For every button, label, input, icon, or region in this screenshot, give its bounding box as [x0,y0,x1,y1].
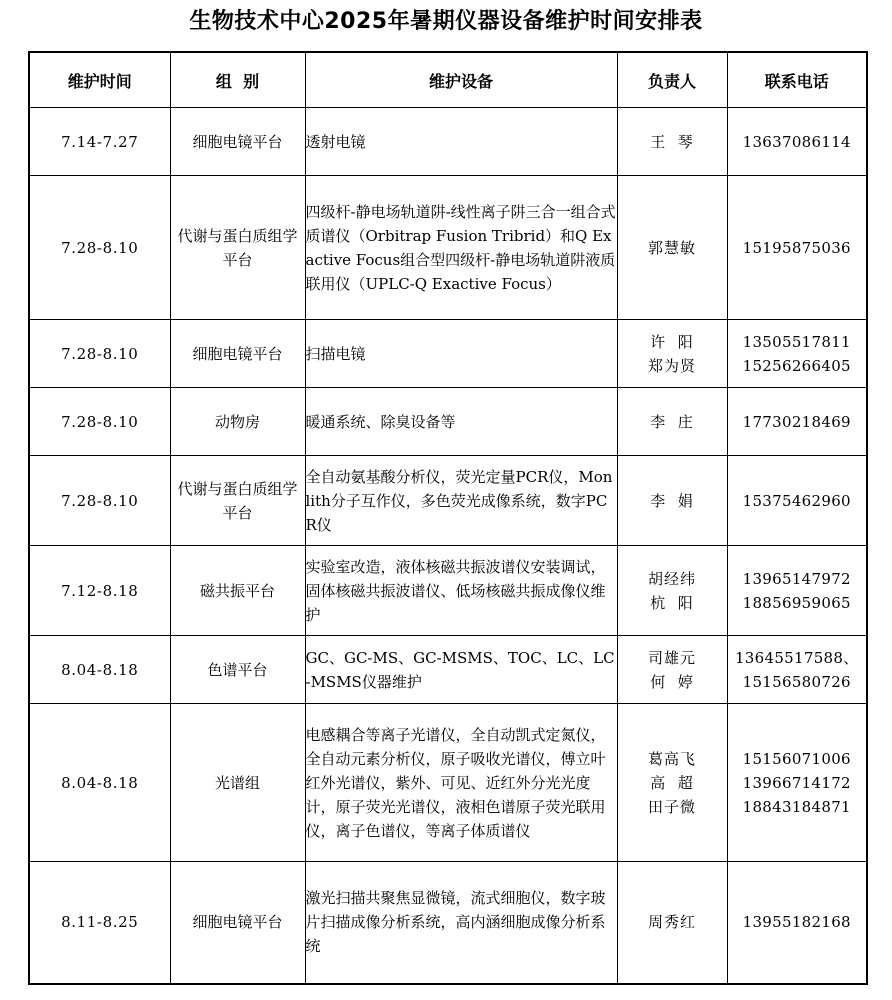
person-name: 王 琴 [650,132,694,151]
cell-contact-phone [727,108,867,176]
person-name: 杭 阳 [650,593,694,612]
cell-maintenance-time: 8.04-8.18 [29,704,170,862]
cell-group: 色谱平台 [170,636,305,704]
phone-number: 17730218469 [742,412,851,431]
table-row [29,862,867,984]
cell-group: 细胞电镜平台 [170,320,305,388]
phone-number: 15156580726 [742,672,851,691]
phone-number: 15156071006 [742,749,851,768]
cell-maintenance-time: 7.14-7.27 [29,108,170,176]
table-row [29,176,867,320]
header-equipment: 维护设备 [305,52,617,108]
cell-person-in-charge [617,546,727,636]
person-name: 葛高飞 [647,749,696,768]
person-name: 许 阳 [650,332,694,351]
cell-person-in-charge [617,456,727,546]
cell-equipment: 电感耦合等离子光谱仪，全自动凯式定氮仪，全自动元素分析仪，原子吸收光谱仪，傅立叶红外光谱仪，紫外、可见、近红外分光光度计，原子荧光光谱仪，液相色谱原子荧光联用仪，离子色谱仪，等离子体质谱仪 [305,704,617,862]
phone-number: 13955182168 [742,913,851,932]
header-person-in-charge: 负责人 [617,52,727,108]
cell-contact-phone [727,862,867,984]
cell-group: 细胞电镜平台 [170,862,305,984]
cell-equipment: 激光扫描共聚焦显微镜，流式细胞仪，数字玻片扫描成像分析系统，高内涵细胞成像分析系统 [305,862,617,984]
phone-number: 15375462960 [742,491,851,510]
cell-equipment: 实验室改造，液体核磁共振波谱仪安装调试，固体核磁共振波谱仪、低场核磁共振成像仪维护 [305,546,617,636]
cell-maintenance-time: 7.28-8.10 [29,456,170,546]
person-name: 何 婷 [650,672,694,691]
header-contact-phone: 联系电话 [727,52,867,108]
table-row [29,546,867,636]
table-row [29,704,867,862]
cell-contact-phone [727,320,867,388]
person-name: 田子微 [647,797,696,816]
cell-group: 代谢与蛋白质组学平台 [170,456,305,546]
phone-number: 18843184871 [742,797,851,816]
cell-equipment: GC、GC-MS、GC-MSMS、TOC、LC、LC-MSMS仪器维护 [305,636,617,704]
cell-maintenance-time: 7.12-8.18 [29,546,170,636]
cell-equipment: 暖通系统、除臭设备等 [305,388,617,456]
cell-equipment: 全自动氨基酸分析仪，荧光定量PCR仪，Monlith分子互作仪，多色荧光成像系统，数字PCR仪 [305,456,617,546]
person-name: 胡经纬 [647,569,696,588]
cell-maintenance-time: 8.11-8.25 [29,862,170,984]
header-row [29,52,867,108]
cell-equipment: 透射电镜 [305,108,617,176]
person-name: 李 娟 [650,491,694,510]
cell-contact-phone [727,388,867,456]
person-name: 司雄元 [647,648,696,667]
table-row [29,108,867,176]
phone-number: 13645517588、 [734,648,859,667]
phone-number: 15195875036 [742,238,851,257]
person-name: 李 庄 [650,412,694,431]
phone-number: 13966714172 [742,773,851,792]
cell-group: 代谢与蛋白质组学平台 [170,176,305,320]
table-row [29,388,867,456]
cell-contact-phone [727,456,867,546]
cell-person-in-charge [617,388,727,456]
person-name: 郑为贤 [647,356,696,375]
cell-maintenance-time: 7.28-8.10 [29,176,170,320]
phone-number: 13637086114 [742,132,851,151]
header-group: 组 别 [170,52,305,108]
person-name: 郭慧敏 [647,238,696,257]
cell-contact-phone [727,636,867,704]
cell-group: 磁共振平台 [170,546,305,636]
person-name: 高 超 [650,773,694,792]
table-body [29,108,867,984]
header-maintenance-time: 维护时间 [29,52,170,108]
maintenance-schedule-table [28,51,868,985]
cell-maintenance-time: 7.28-8.10 [29,388,170,456]
cell-person-in-charge [617,636,727,704]
cell-person-in-charge [617,320,727,388]
cell-contact-phone [727,704,867,862]
cell-contact-phone [727,546,867,636]
cell-equipment: 扫描电镜 [305,320,617,388]
cell-group: 光谱组 [170,704,305,862]
cell-maintenance-time: 7.28-8.10 [29,320,170,388]
phone-number: 13965147972 [742,569,851,588]
phone-number: 13505517811 [742,332,851,351]
cell-group: 动物房 [170,388,305,456]
table-row [29,636,867,704]
cell-contact-phone [727,176,867,320]
phone-number: 15256266405 [742,356,851,375]
page-title: 生物技术中心2025年暑期仪器设备维护时间安排表 [189,9,703,34]
cell-person-in-charge [617,176,727,320]
cell-person-in-charge [617,862,727,984]
person-name: 周秀红 [647,913,696,932]
cell-person-in-charge [617,704,727,862]
cell-group: 细胞电镜平台 [170,108,305,176]
cell-equipment: 四级杆-静电场轨道阱-线性离子阱三合一组合式质谱仪（Orbitrap Fusion Tribrid）和Q Exactive Focus组合型四级杆-静电场轨道阱液质联用仪（UPLC-Q Exactive Focus） [305,176,617,320]
phone-number: 18856959065 [742,593,851,612]
table-row [29,320,867,388]
cell-maintenance-time: 8.04-8.18 [29,636,170,704]
table-row [29,456,867,546]
cell-person-in-charge [617,108,727,176]
